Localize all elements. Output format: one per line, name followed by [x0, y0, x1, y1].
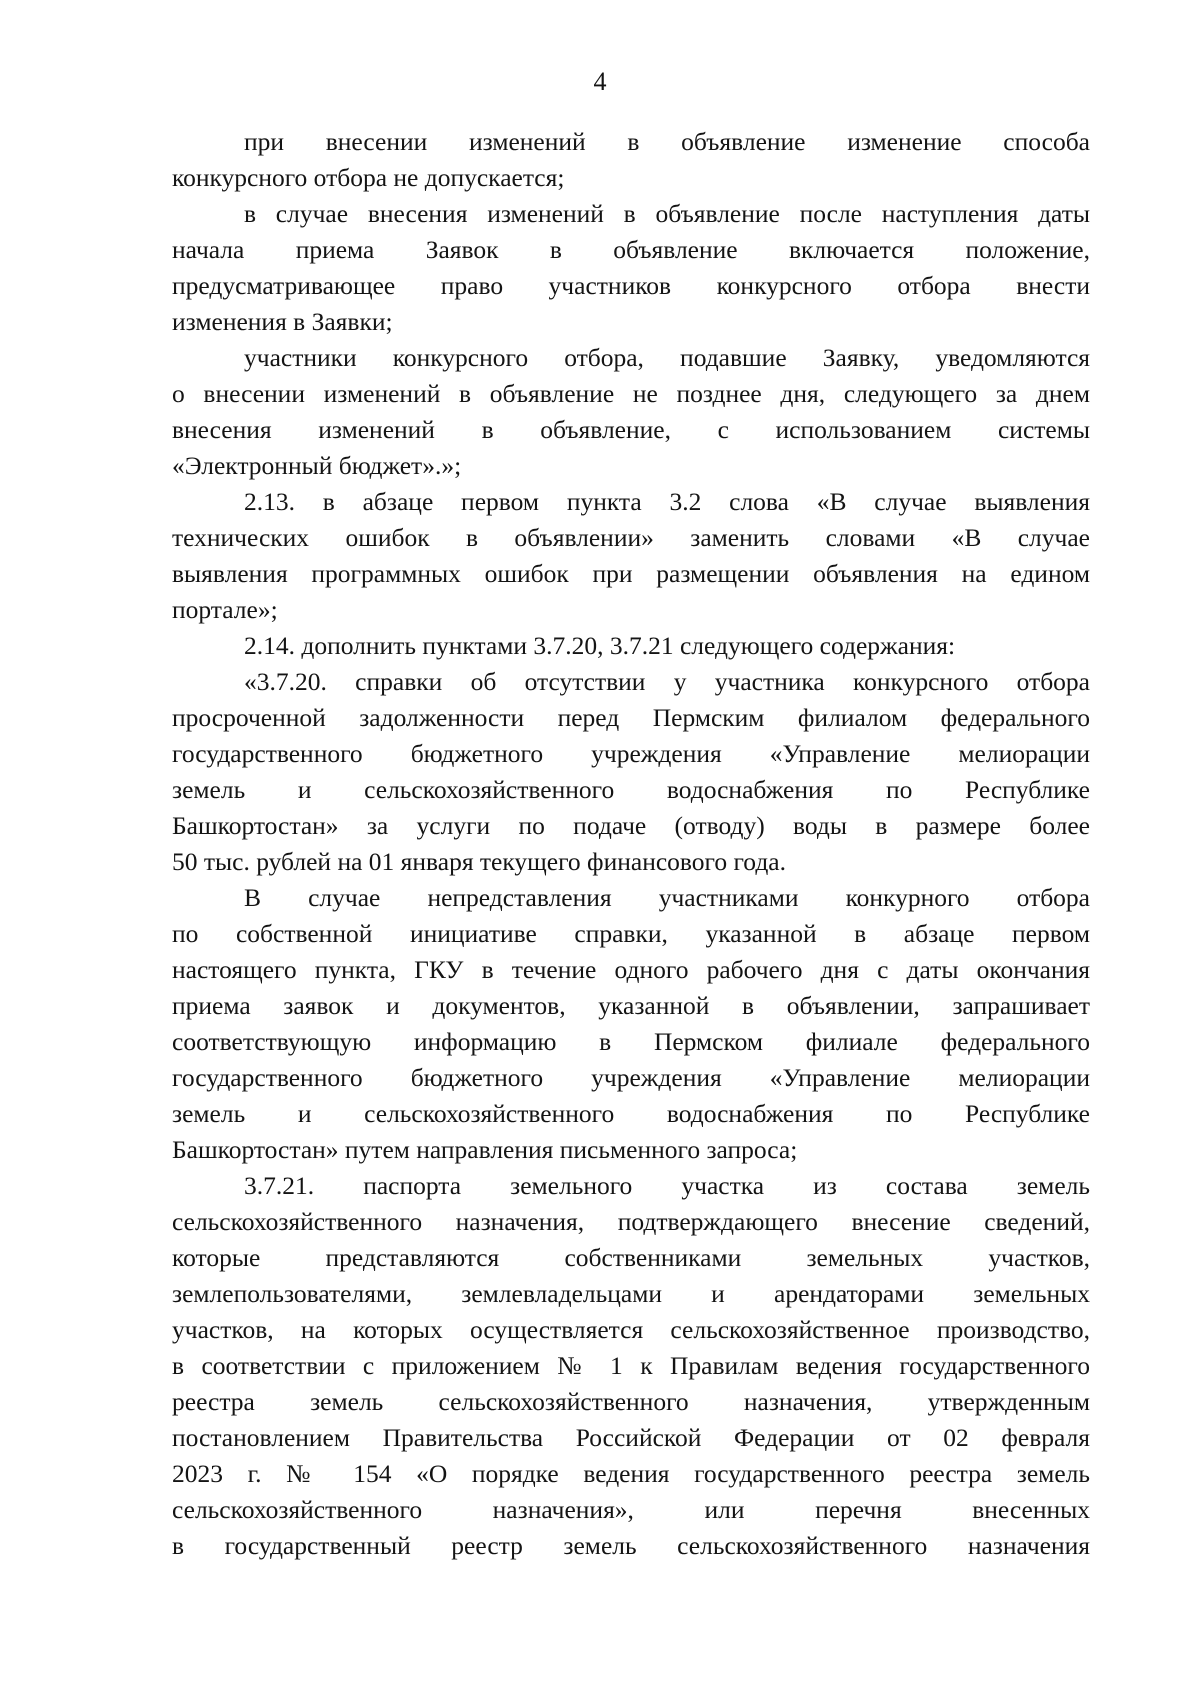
text-line: предусматривающее право участников конкурсного отбора внести [172, 271, 1090, 300]
text-line: выявления программных ошибок при размещении объявления на едином [172, 559, 1090, 588]
text-line: 2023 г. № 154 «О порядке ведения государственного реестра земель [172, 1459, 1090, 1488]
text-line: 2.14. дополнить пунктами 3.7.20, 3.7.21 следующего содержания: [244, 631, 956, 660]
text-line: В случае непредставления участниками конкурного отбора [244, 883, 1090, 912]
text-line: портале»; [172, 595, 278, 624]
text-line: 50 тыс. рублей на 01 января текущего финансового года. [172, 847, 786, 876]
text-line: которые представляются собственниками земельных участков, [172, 1243, 1090, 1272]
text-line: 3.7.21. паспорта земельного участка из состава земель [244, 1171, 1090, 1200]
text-line: участники конкурсного отбора, подавшие Заявку, уведомляются [244, 343, 1090, 372]
text-line: «Электронный бюджет».»; [172, 451, 462, 480]
text-line: в случае внесения изменений в объявление после наступления даты [244, 199, 1090, 228]
text-line: государственного бюджетного учреждения «Управление мелиорации [172, 1063, 1090, 1092]
text-line: сельскохозяйственного назначения, подтверждающего внесение сведений, [172, 1207, 1090, 1236]
text-line: в государственный реестр земель сельскохозяйственного назначения [172, 1531, 1090, 1560]
text-line: технических ошибок в объявлении» заменить словами «В случае [172, 523, 1090, 552]
text-line: Башкортостан» путем направления письменного запроса; [172, 1135, 798, 1164]
text-line: в соответствии с приложением № 1 к Правилам ведения государственного [172, 1351, 1090, 1380]
text-line: изменения в Заявки; [172, 307, 393, 336]
document-body [172, 124, 1090, 1564]
text-line: внесения изменений в объявление, с использованием системы [172, 415, 1090, 444]
text-line: землепользователями, землевладельцами и арендаторами земельных [172, 1279, 1090, 1308]
text-line: «3.7.20. справки об отсутствии у участника конкурсного отбора [244, 667, 1090, 696]
text-line: по собственной инициативе справки, указанной в абзаце первом [172, 919, 1090, 948]
text-line: Башкортостан» за услуги по подаче (отводу) воды в размере более [172, 811, 1090, 840]
text-line: земель и сельскохозяйственного водоснабжения по Республике [172, 775, 1090, 804]
text-line: 2.13. в абзаце первом пункта 3.2 слова «В случае выявления [244, 487, 1090, 516]
text-line: участков, на которых осуществляется сельскохозяйственное производство, [172, 1315, 1090, 1344]
page-number: 4 [593, 67, 607, 96]
text-line: приема заявок и документов, указанной в объявлении, запрашивает [172, 991, 1090, 1020]
text-line: земель и сельскохозяйственного водоснабжения по Республике [172, 1099, 1090, 1128]
text-line: о внесении изменений в объявление не позднее дня, следующего за днем [172, 379, 1090, 408]
text-line: сельскохозяйственного назначения», или перечня внесенных [172, 1495, 1090, 1524]
text-line: начала приема Заявок в объявление включается положение, [172, 235, 1090, 264]
text-line: настоящего пункта, ГКУ в течение одного рабочего дня с даты окончания [172, 955, 1090, 984]
text-line: соответствующую информацию в Пермском филиале федерального [172, 1027, 1090, 1056]
text-line: реестра земель сельскохозяйственного назначения, утвержденным [172, 1387, 1090, 1416]
text-line: государственного бюджетного учреждения «Управление мелиорации [172, 739, 1090, 768]
text-line: при внесении изменений в объявление изменение способа [244, 127, 1090, 156]
text-line: конкурсного отбора не допускается; [172, 163, 565, 192]
text-line: постановлением Правительства Российской Федерации от 02 февраля [172, 1423, 1090, 1452]
text-line: просроченной задолженности перед Пермским филиалом федерального [172, 703, 1090, 732]
